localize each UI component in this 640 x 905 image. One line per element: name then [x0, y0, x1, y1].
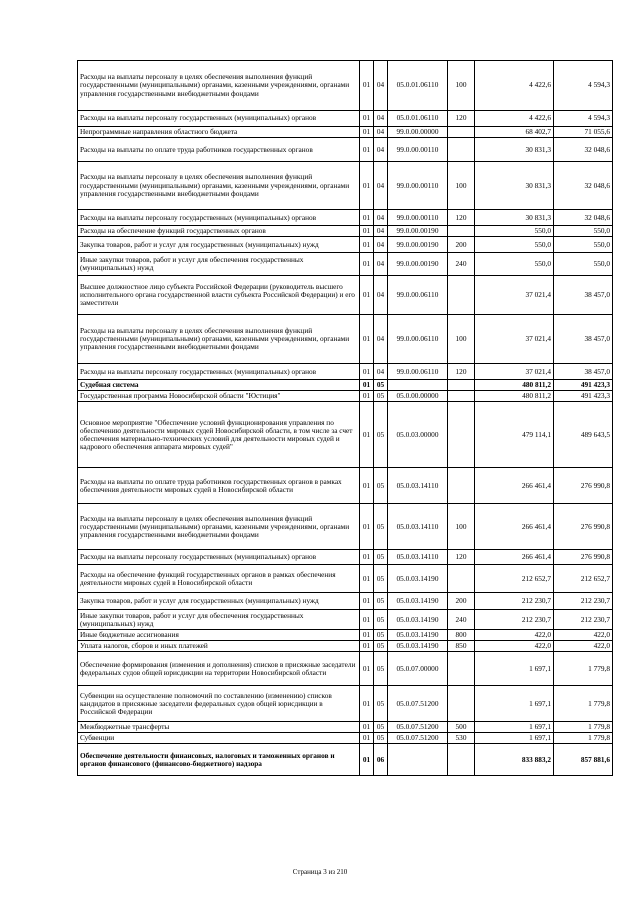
row-amount-year1-cell: 266 461,4	[475, 504, 554, 550]
row-amount-year2-cell: 38 457,0	[554, 315, 613, 364]
row-expense-type-cell: 200	[448, 237, 475, 253]
row-section-cell: 01	[360, 722, 374, 733]
row-name-cell: Расходы на выплаты персоналу в целях обеспечения выполнения функций государственными (муниципальными) органами, казенными учреждениями, органами управления государственными внебюджетными фондами	[78, 315, 360, 364]
row-name-cell: Обеспечение формирования (изменения и дополнения) списков в присяжные заседатели федеральных судов общей юрисдикции на территории Новосибирской области	[78, 652, 360, 686]
row-amount-year1-cell: 37 021,4	[475, 276, 554, 315]
row-expense-type-cell	[448, 468, 475, 504]
table-row	[78, 276, 613, 315]
row-expense-type-cell: 120	[448, 364, 475, 380]
row-target-article-cell: 05.0.01.06110	[388, 61, 448, 111]
row-target-article-cell: 99.0.00.06110	[388, 276, 448, 315]
row-expense-type-cell	[448, 744, 475, 776]
row-expense-type-cell: 240	[448, 253, 475, 276]
row-name-cell: Межбюджетные трансферты	[78, 722, 360, 733]
row-amount-year1-cell: 550,0	[475, 226, 554, 237]
row-section-cell: 01	[360, 686, 374, 722]
row-amount-year2-cell: 212 230,7	[554, 593, 613, 610]
row-name-cell: Расходы на выплаты персоналу в целях обеспечения выполнения функций государственными (муниципальными) органами, казенными учреждениями, органами управления государственными внебюджетными фондами	[78, 61, 360, 111]
row-section-cell: 01	[360, 276, 374, 315]
table-row	[78, 237, 613, 253]
row-amount-year1-cell: 266 461,4	[475, 468, 554, 504]
table-row	[78, 733, 613, 744]
row-section-cell: 01	[360, 733, 374, 744]
row-subsection-cell: 04	[374, 226, 388, 237]
row-name-cell: Уплата налогов, сборов и иных платежей	[78, 641, 360, 652]
row-amount-year2-cell: 1 779,8	[554, 652, 613, 686]
row-subsection-cell: 05	[374, 593, 388, 610]
row-name-cell: Расходы на выплаты персоналу государственных (муниципальных) органов	[78, 364, 360, 380]
row-amount-year1-cell: 212 230,7	[475, 593, 554, 610]
row-amount-year2-cell: 489 643,5	[554, 402, 613, 468]
row-subsection-cell: 05	[374, 380, 388, 391]
row-name-cell: Расходы на выплаты персоналу в целях обеспечения выполнения функций государственными (муниципальными) органами, казенными учреждениями, органами управления государственными внебюджетными фондами	[78, 504, 360, 550]
table-row	[78, 565, 613, 593]
row-name-cell: Обеспечение деятельности финансовых, налоговых и таможенных органов и органов финансового (финансово-бюджетного) надзора	[78, 744, 360, 776]
row-subsection-cell: 04	[374, 210, 388, 226]
row-section-cell: 01	[360, 610, 374, 630]
row-name-cell: Субвенции	[78, 733, 360, 744]
table-row	[78, 550, 613, 565]
row-section-cell: 01	[360, 565, 374, 593]
row-name-cell: Иные закупки товаров, работ и услуг для обеспечения государственных (муниципальных) нужд	[78, 610, 360, 630]
row-subsection-cell: 04	[374, 61, 388, 111]
row-name-cell: Иные закупки товаров, работ и услуг для обеспечения государственных (муниципальных) нужд	[78, 253, 360, 276]
row-subsection-cell: 05	[374, 468, 388, 504]
table-row	[78, 652, 613, 686]
row-amount-year2-cell: 276 990,8	[554, 504, 613, 550]
row-subsection-cell: 05	[374, 722, 388, 733]
table-row	[78, 315, 613, 364]
table-row	[78, 744, 613, 776]
table-row	[78, 253, 613, 276]
row-amount-year1-cell: 1 697,1	[475, 652, 554, 686]
row-amount-year1-cell: 1 697,1	[475, 686, 554, 722]
row-subsection-cell: 05	[374, 652, 388, 686]
row-expense-type-cell: 120	[448, 210, 475, 226]
row-name-cell: Основное мероприятие "Обеспечение условий функционирования управления по обеспечению деятельности мировых судей Новосибирской области, в том числе за счет обеспечения материально-технических условий для деятельности мировых судей и кадрового обеспечения аппарата мировых судей"	[78, 402, 360, 468]
row-subsection-cell: 04	[374, 138, 388, 162]
row-subsection-cell: 05	[374, 733, 388, 744]
row-section-cell: 01	[360, 253, 374, 276]
row-amount-year2-cell: 71 055,6	[554, 127, 613, 138]
row-amount-year1-cell: 422,0	[475, 630, 554, 641]
row-expense-type-cell	[448, 686, 475, 722]
row-name-cell: Расходы на обеспечение функций государственных органов	[78, 226, 360, 237]
row-name-cell: Расходы на выплаты персоналу в целях обеспечения выполнения функций государственными (муниципальными) органами, казенными учреждениями, органами управления государственными внебюджетными фондами	[78, 162, 360, 210]
row-section-cell: 01	[360, 315, 374, 364]
row-amount-year1-cell: 30 831,3	[475, 162, 554, 210]
row-section-cell: 01	[360, 468, 374, 504]
row-subsection-cell: 04	[374, 315, 388, 364]
row-subsection-cell: 04	[374, 276, 388, 315]
row-name-cell: Судебная система	[78, 380, 360, 391]
row-target-article-cell: 05.0.03.14110	[388, 550, 448, 565]
row-amount-year1-cell: 212 230,7	[475, 610, 554, 630]
row-section-cell: 01	[360, 652, 374, 686]
row-expense-type-cell	[448, 565, 475, 593]
row-subsection-cell: 05	[374, 686, 388, 722]
row-subsection-cell: 05	[374, 402, 388, 468]
row-target-article-cell: 99.0.00.00000	[388, 127, 448, 138]
row-expense-type-cell: 100	[448, 504, 475, 550]
row-expense-type-cell: 500	[448, 722, 475, 733]
row-amount-year2-cell: 550,0	[554, 226, 613, 237]
row-section-cell: 01	[360, 630, 374, 641]
row-amount-year1-cell: 212 652,7	[475, 565, 554, 593]
row-expense-type-cell: 530	[448, 733, 475, 744]
table-row	[78, 402, 613, 468]
row-section-cell: 01	[360, 210, 374, 226]
row-section-cell: 01	[360, 402, 374, 468]
row-name-cell: Закупка товаров, работ и услуг для государственных (муниципальных) нужд	[78, 593, 360, 610]
table-row	[78, 504, 613, 550]
row-subsection-cell: 05	[374, 550, 388, 565]
row-name-cell: Расходы на выплаты персоналу государственных (муниципальных) органов	[78, 210, 360, 226]
row-subsection-cell: 04	[374, 253, 388, 276]
row-amount-year2-cell: 32 048,6	[554, 138, 613, 162]
row-name-cell: Иные бюджетные ассигнования	[78, 630, 360, 641]
row-section-cell: 01	[360, 550, 374, 565]
row-subsection-cell: 06	[374, 744, 388, 776]
row-name-cell: Высшее должностное лицо субъекта Российской Федерации (руководитель высшего исполнительного органа государственной власти субъекта Российской Федерации) и его заместители	[78, 276, 360, 315]
table-row	[78, 61, 613, 111]
row-expense-type-cell	[448, 138, 475, 162]
row-expense-type-cell	[448, 226, 475, 237]
row-subsection-cell: 04	[374, 237, 388, 253]
row-target-article-cell: 99.0.00.00190	[388, 253, 448, 276]
table-row	[78, 593, 613, 610]
row-expense-type-cell	[448, 127, 475, 138]
table-row	[78, 641, 613, 652]
row-target-article-cell: 99.0.00.00190	[388, 226, 448, 237]
row-subsection-cell: 05	[374, 565, 388, 593]
row-subsection-cell: 04	[374, 162, 388, 210]
row-target-article-cell: 05.0.03.14190	[388, 630, 448, 641]
row-section-cell: 01	[360, 504, 374, 550]
row-expense-type-cell: 800	[448, 630, 475, 641]
row-amount-year1-cell: 37 021,4	[475, 315, 554, 364]
row-target-article-cell: 05.0.00.00000	[388, 391, 448, 402]
row-expense-type-cell: 200	[448, 593, 475, 610]
row-subsection-cell: 04	[374, 127, 388, 138]
row-section-cell: 01	[360, 61, 374, 111]
row-amount-year2-cell: 1 779,8	[554, 686, 613, 722]
row-expense-type-cell: 100	[448, 315, 475, 364]
row-name-cell: Расходы на выплаты по оплате труда работников государственных органов	[78, 138, 360, 162]
row-name-cell: Государственная программа Новосибирской области "Юстиция"	[78, 391, 360, 402]
row-expense-type-cell	[448, 380, 475, 391]
row-subsection-cell: 04	[374, 111, 388, 127]
row-amount-year2-cell: 38 457,0	[554, 276, 613, 315]
row-target-article-cell	[388, 380, 448, 391]
row-name-cell: Субвенции на осуществление полномочий по составлению (изменению) списков кандидатов в присяжные заседатели федеральных судов общей юрисдикции в Российской Федерации	[78, 686, 360, 722]
row-amount-year2-cell: 212 230,7	[554, 610, 613, 630]
table-row	[78, 391, 613, 402]
row-section-cell: 01	[360, 391, 374, 402]
row-subsection-cell: 04	[374, 364, 388, 380]
row-section-cell: 01	[360, 138, 374, 162]
row-expense-type-cell: 100	[448, 162, 475, 210]
row-name-cell: Расходы на выплаты по оплате труда работников государственных органов в рамках обеспечения деятельности мировых судей в Новосибирской области	[78, 468, 360, 504]
row-target-article-cell: 99.0.00.06110	[388, 315, 448, 364]
table-row	[78, 138, 613, 162]
row-amount-year2-cell: 276 990,8	[554, 550, 613, 565]
row-amount-year2-cell: 276 990,8	[554, 468, 613, 504]
table-row	[78, 226, 613, 237]
row-amount-year1-cell: 550,0	[475, 253, 554, 276]
row-section-cell: 01	[360, 226, 374, 237]
row-amount-year1-cell: 1 697,1	[475, 722, 554, 733]
table-body	[78, 61, 613, 776]
row-amount-year2-cell: 491 423,3	[554, 391, 613, 402]
row-amount-year2-cell: 212 652,7	[554, 565, 613, 593]
row-amount-year2-cell: 857 881,6	[554, 744, 613, 776]
row-subsection-cell: 05	[374, 391, 388, 402]
table-row	[78, 722, 613, 733]
row-amount-year1-cell: 30 831,3	[475, 138, 554, 162]
row-expense-type-cell: 120	[448, 550, 475, 565]
row-name-cell: Непрограммные направления областного бюджета	[78, 127, 360, 138]
row-amount-year2-cell: 4 594,3	[554, 111, 613, 127]
table-row	[78, 630, 613, 641]
row-section-cell: 01	[360, 744, 374, 776]
table-row	[78, 162, 613, 210]
table-row	[78, 468, 613, 504]
row-section-cell: 01	[360, 111, 374, 127]
row-section-cell: 01	[360, 364, 374, 380]
table-row	[78, 380, 613, 391]
row-section-cell: 01	[360, 127, 374, 138]
row-expense-type-cell: 100	[448, 61, 475, 111]
table-row	[78, 210, 613, 226]
row-amount-year1-cell: 30 831,3	[475, 210, 554, 226]
row-amount-year1-cell: 266 461,4	[475, 550, 554, 565]
row-amount-year1-cell: 480 811,2	[475, 391, 554, 402]
row-amount-year2-cell: 422,0	[554, 630, 613, 641]
row-expense-type-cell: 120	[448, 111, 475, 127]
row-section-cell: 01	[360, 237, 374, 253]
row-amount-year2-cell: 32 048,6	[554, 162, 613, 210]
row-amount-year1-cell: 4 422,6	[475, 111, 554, 127]
table-row	[78, 686, 613, 722]
row-amount-year2-cell: 422,0	[554, 641, 613, 652]
row-section-cell: 01	[360, 380, 374, 391]
row-subsection-cell: 05	[374, 630, 388, 641]
row-target-article-cell	[388, 744, 448, 776]
row-target-article-cell: 05.0.03.14190	[388, 565, 448, 593]
row-expense-type-cell	[448, 652, 475, 686]
row-target-article-cell: 05.0.07.51200	[388, 733, 448, 744]
row-target-article-cell: 05.0.03.14110	[388, 468, 448, 504]
row-expense-type-cell: 850	[448, 641, 475, 652]
row-name-cell: Закупка товаров, работ и услуг для государственных (муниципальных) нужд	[78, 237, 360, 253]
row-expense-type-cell	[448, 391, 475, 402]
page-footer: Страница 3 из 210	[292, 868, 348, 876]
row-expense-type-cell	[448, 276, 475, 315]
row-name-cell: Расходы на выплаты персоналу государственных (муниципальных) органов	[78, 550, 360, 565]
row-expense-type-cell: 240	[448, 610, 475, 630]
row-target-article-cell: 05.0.03.14190	[388, 610, 448, 630]
row-target-article-cell: 99.0.00.00110	[388, 138, 448, 162]
row-amount-year2-cell: 38 457,0	[554, 364, 613, 380]
row-target-article-cell: 99.0.00.00190	[388, 237, 448, 253]
row-target-article-cell: 05.0.03.14190	[388, 641, 448, 652]
row-amount-year1-cell: 4 422,6	[475, 61, 554, 111]
row-section-cell: 01	[360, 593, 374, 610]
row-target-article-cell: 05.0.03.14190	[388, 593, 448, 610]
row-amount-year2-cell: 32 048,6	[554, 210, 613, 226]
row-amount-year2-cell: 491 423,3	[554, 380, 613, 391]
row-amount-year1-cell: 422,0	[475, 641, 554, 652]
row-amount-year2-cell: 550,0	[554, 253, 613, 276]
table-row	[78, 111, 613, 127]
row-amount-year1-cell: 37 021,4	[475, 364, 554, 380]
row-amount-year2-cell: 1 779,8	[554, 722, 613, 733]
row-subsection-cell: 05	[374, 610, 388, 630]
row-subsection-cell: 05	[374, 641, 388, 652]
row-amount-year2-cell: 1 779,8	[554, 733, 613, 744]
row-amount-year2-cell: 4 594,3	[554, 61, 613, 111]
row-section-cell: 01	[360, 162, 374, 210]
row-target-article-cell: 99.0.00.00110	[388, 162, 448, 210]
row-amount-year1-cell: 479 114,1	[475, 402, 554, 468]
row-amount-year1-cell: 833 883,2	[475, 744, 554, 776]
table-row	[78, 127, 613, 138]
table-row	[78, 610, 613, 630]
row-target-article-cell: 05.0.01.06110	[388, 111, 448, 127]
row-amount-year1-cell: 68 402,7	[475, 127, 554, 138]
table-row	[78, 364, 613, 380]
row-target-article-cell: 05.0.03.00000	[388, 402, 448, 468]
row-expense-type-cell	[448, 402, 475, 468]
row-section-cell: 01	[360, 641, 374, 652]
row-target-article-cell: 05.0.07.51200	[388, 686, 448, 722]
row-target-article-cell: 05.0.03.14110	[388, 504, 448, 550]
row-name-cell: Расходы на обеспечение функций государственных органов в рамках обеспечения деятельности мировых судей в Новосибирской области	[78, 565, 360, 593]
row-amount-year1-cell: 1 697,1	[475, 733, 554, 744]
budget-table	[77, 60, 613, 776]
row-target-article-cell: 05.0.07.00000	[388, 652, 448, 686]
row-amount-year1-cell: 480 811,2	[475, 380, 554, 391]
row-target-article-cell: 99.0.00.06110	[388, 364, 448, 380]
row-subsection-cell: 05	[374, 504, 388, 550]
row-amount-year1-cell: 550,0	[475, 237, 554, 253]
row-target-article-cell: 05.0.07.51200	[388, 722, 448, 733]
row-name-cell: Расходы на выплаты персоналу государственных (муниципальных) органов	[78, 111, 360, 127]
row-target-article-cell: 99.0.00.00110	[388, 210, 448, 226]
row-amount-year2-cell: 550,0	[554, 237, 613, 253]
